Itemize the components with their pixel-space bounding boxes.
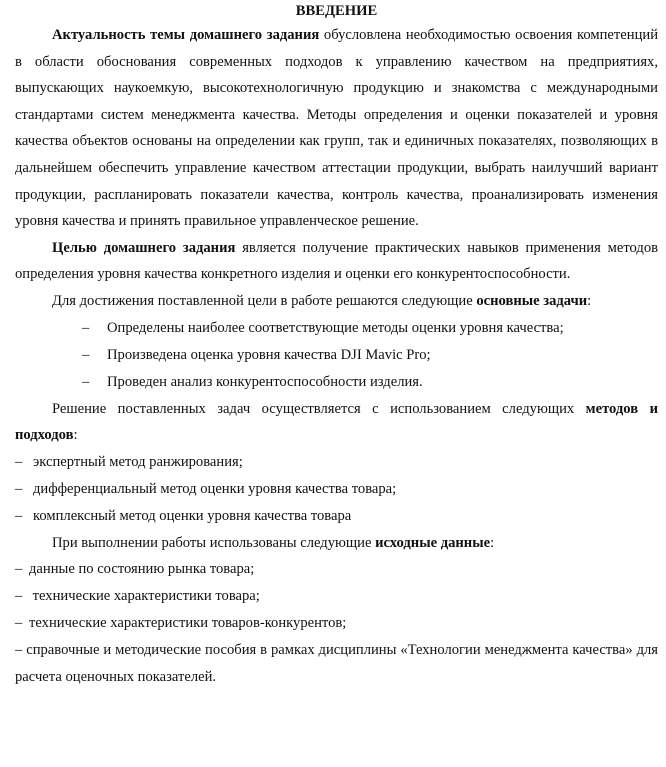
list-dash: – bbox=[82, 346, 90, 363]
list-item bbox=[15, 503, 658, 530]
sources-list bbox=[15, 556, 658, 637]
relevance-lead: Актуальность темы домашнего задания bbox=[52, 27, 320, 43]
list-item-text: дифференциальный метод оценки уровня качества товара; bbox=[33, 480, 397, 497]
list-item bbox=[15, 556, 658, 583]
list-dash: – bbox=[15, 480, 23, 497]
methods-intro-bold: методов и подходов bbox=[15, 400, 658, 444]
methods-intro-paragraph bbox=[15, 396, 658, 449]
tasks-intro-paragraph bbox=[15, 288, 658, 315]
list-item-text: экспертный метод ранжирования; bbox=[33, 453, 243, 470]
list-dash: – bbox=[15, 507, 23, 524]
list-item-text: технические характеристики товара; bbox=[29, 588, 260, 605]
source-intro-text: При выполнении работы использованы следующие bbox=[52, 534, 376, 551]
list-dash: – bbox=[15, 561, 23, 578]
source-data-intro-paragraph bbox=[15, 530, 658, 557]
page-title: ВВЕДЕНИЕ bbox=[295, 3, 378, 19]
relevance-text: обусловлена необходимостью освоения компетенций в области обоснования современных подходов к управлению качеством на предприятиях, выпускающих наукоемкую, высокотехнологичную продукцию и знакомства с международными стандартами систем менеджмента качества. Методы определения и оценки показателей и уровня качества объектов основаны на определении как групп, так и единичных показателях, позволяющих в дальнейшем обеспечить управление качеством аттестации продукции, выбрать наилучший вариант продукции, распланировать показатели качества, контроль качества, проанализировать изменения уровня качества и принять правильное управленческое решение. bbox=[15, 27, 658, 230]
list-item-text: Определены наиболее соответствующие методы оценки уровня качества; bbox=[107, 319, 564, 336]
tasks-intro-text: Для достижения поставленной цели в работе решаются следующие bbox=[52, 292, 477, 309]
goal-lead: Целью домашнего задания bbox=[52, 239, 236, 256]
list-dash: – bbox=[82, 373, 90, 390]
source-intro-tail: : bbox=[490, 534, 495, 551]
list-dash: – bbox=[15, 588, 23, 605]
tasks-intro-tail: : bbox=[587, 292, 592, 309]
list-item bbox=[15, 315, 658, 342]
relevance-paragraph bbox=[15, 22, 658, 235]
tasks-list bbox=[15, 315, 658, 396]
methods-list bbox=[15, 449, 658, 530]
goal-text: является получение практических навыков применения методов определения уровня качества конкретного изделия и оценки его конкурентоспособности. bbox=[15, 239, 659, 283]
list-dash: – bbox=[15, 615, 23, 632]
source-intro-bold: исходные данные bbox=[375, 534, 491, 551]
list-item-text: Проведен анализ конкурентоспособности изделия. bbox=[107, 373, 423, 390]
goal-paragraph bbox=[15, 235, 658, 288]
final-list-item: – справочные и методические пособия в рамках дисциплины «Технологии менеджмента качества» для расчета оценочных показателей. bbox=[15, 642, 658, 685]
list-dash: – bbox=[82, 319, 90, 336]
list-item-text: Произведена оценка уровня качества DJI Mavic Pro; bbox=[107, 346, 431, 363]
list-item bbox=[15, 583, 658, 610]
methods-intro-text: Решение поставленных задач осуществляется с использованием следующих bbox=[52, 400, 586, 417]
list-dash: – bbox=[15, 453, 23, 470]
tasks-intro-bold: основные задачи bbox=[476, 292, 588, 309]
list-item-text: технические характеристики товаров-конкурентов; bbox=[29, 615, 347, 632]
list-item bbox=[15, 342, 658, 369]
methods-intro-tail: : bbox=[73, 427, 78, 444]
list-item-text: данные по состоянию рынка товара; bbox=[29, 561, 255, 578]
list-item bbox=[15, 369, 658, 396]
list-item bbox=[15, 476, 658, 503]
list-item bbox=[15, 449, 658, 476]
list-item-text: комплексный метод оценки уровня качества товара bbox=[33, 507, 352, 524]
list-item bbox=[15, 610, 658, 637]
